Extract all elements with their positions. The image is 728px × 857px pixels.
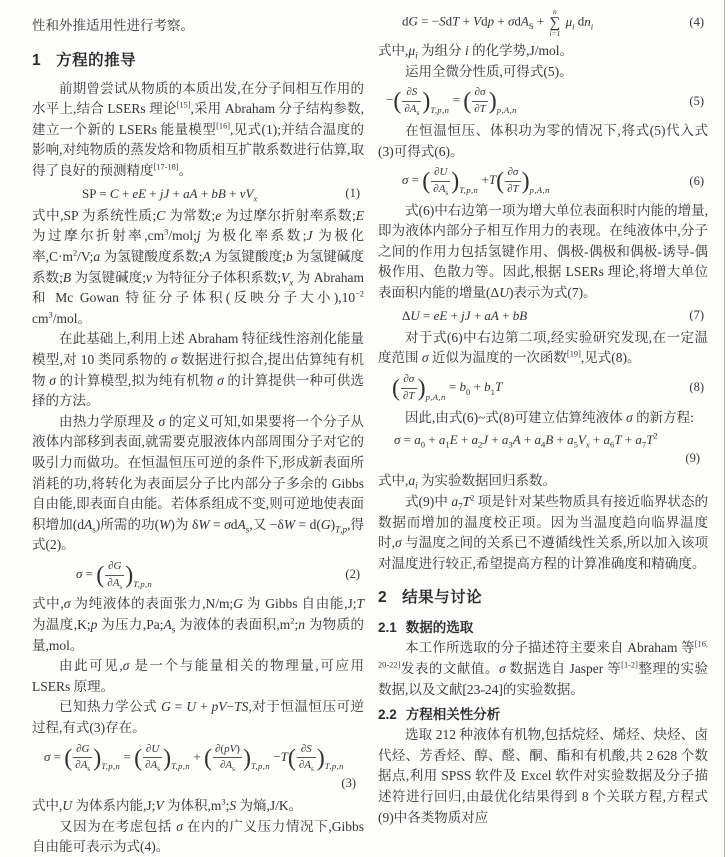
paragraph: 在恒温恒压、体积功为零的情况下,将式(5)代入式(3)可得式(6)。 <box>378 122 708 159</box>
equation-number: (7) <box>689 307 704 322</box>
paragraph: 因此,由式(6)~式(8)可建立估算纯液体 σ 的新方程: <box>405 409 694 425</box>
heading-title: 结果与讨论 <box>402 589 483 607</box>
paragraph: 又因为在考虑包括 σ 在内的广义压力情况下,Gibbs 自由能可表示为式(4)。 <box>32 818 364 855</box>
equation <box>32 743 364 793</box>
equation-row <box>378 308 708 324</box>
equation-number-line <box>378 449 704 467</box>
paragraph: 式中,U 为体系内能,J;V 为体积$,m^3;S$ 为熵,J/K。 <box>32 797 303 814</box>
equation-row <box>378 373 708 404</box>
paragraph: 在此基础上,利用上述 Abraham 特征线性溶剂化能量模型,对 10 类同系物的 σ 数据进行拟合,提出估算纯有机物 σ 的计算模型,拟为纯有机物 σ 的计算提供一种可供选择的方法。 <box>32 331 365 409</box>
heading-number: 1 <box>32 51 42 69</box>
section-heading <box>32 48 364 70</box>
equation <box>32 560 364 591</box>
heading-title: 数据的选取 <box>405 620 474 636</box>
equation <box>378 8 708 37</box>
heading-title: 方程相关性分析 <box>405 707 501 723</box>
equation-row <box>378 86 708 117</box>
paragraph: 式(6)中右边第一项为增大单位表面积时内能的增量,即为液体内部分子相互作用力的表现。在纯液体中,分子之间的作用力包括氢键作用、偶极-偶极和偶极-诱导-偶极作用、色散力等。因此,根据 LSERs 理论,将增大单位表面积内能的增量(ΔU)表示为式(7)。 <box>378 202 708 300</box>
equation-number: (2) <box>345 567 360 582</box>
paragraph: 本工作所选取的分子描述符主要来自 Abraham 等[16, 20-22]发表的文献值。σ 数据选自 Jasper 等[1-2]整理的实验数据,以及文献[23-24]的实验数据。 <box>378 639 708 697</box>
page-edge-line <box>724 0 725 857</box>
paragraph: 式中,SP 为系统性质;C 为常数;e 为过摩尔折射率系数;E 为过摩尔折射率$,cm^3/mol;j$ 为极化率系数;J 为极化率$,C\cdot m^2/V;a$ 为氢键酸度系数;A 为氢键酸度;b 为氢键碱度系数;B 为氢键碱度;v 为特征分子体积系数$;V_x$ 为 Abraham 和 Mc Gowan 特征分子体积(反映分子大小)$,10^{-2}$ $cm^3$/mol。 <box>32 207 364 326</box>
paragraph: 式中,σ 为纯液体的表面张力,N/m;G 为 Gibbs 自由能,J;T 为温度,K;p 为压力$,Pa;A_s$ 为液体的表面积$,m^2;n$ 为物质的量,mol。 <box>32 596 364 653</box>
equation <box>378 432 708 467</box>
equation-number: (4) <box>689 14 704 29</box>
left-column <box>32 16 364 857</box>
equation <box>378 308 708 324</box>
equation-number-line <box>32 774 360 792</box>
equation-body: SP = C + eE + jJ + aA + bB + $vV_x$ <box>82 185 258 204</box>
equation-row <box>378 166 708 197</box>
paragraph: 式中$,\mu_i$ 为组分 i 的化学势,J/mol。 <box>378 43 573 61</box>
equation <box>378 373 708 404</box>
equation-body: ΔU = eE + jJ + aA + bB <box>402 307 528 323</box>
right-column <box>378 4 708 828</box>
paragraph: 性和外推适用性进行考察。 <box>32 18 194 33</box>
equation-body: σ = ( $\frac{\partial U}{\partial A_s}$ )$_{T,p,n} +T$( $\frac{\partial\sigma}{\partial T}$ )$_{p,A,n}$ <box>402 166 550 198</box>
equation-body: dG = −SdT + Vdp + σdA$_S$ + n ∑ i=1 $\mu_i$ $dn_i$ <box>402 7 594 38</box>
subsection-heading <box>378 616 708 636</box>
equation-body: −( $\frac{\partial S}{\partial A_s}$ )$_{T,p,n}$ = ( $\frac{\partial\sigma}{\partial T}$ )$_{p,A,n}$ <box>386 86 517 118</box>
heading-title: 方程的推导 <box>56 51 137 69</box>
paragraph: 由此可见,σ 是一个与能量相关的物理量,可应用 LSERs 原理。 <box>32 658 365 694</box>
paragraph: 式中$,a_i$ 为实验数据回归系数。 <box>378 473 557 492</box>
equation-number: (8) <box>689 380 704 395</box>
paragraph: 由热力学原理及 σ 的定义可知,如果要将一个分子从液体内部移到表面,就需要克服液体内部周围分子对它的吸引力而做功。在恒温恒压可逆的条件下,形成新表面所消耗的功,将转化为表面层分子比内部分子多余的 Gibbs 自由能,即表面自由能。若体系组成不变,则可逆地使表面积增加$(dA_s)$所需的功(W)为 δW = σdA$_s$,又 $-\delta W = d(G)_{T,p}$,得式(2)。 <box>32 413 365 553</box>
subsection-heading <box>378 703 708 723</box>
equation-row <box>32 186 364 202</box>
equation-row <box>378 432 708 448</box>
heading-number: 2 <box>378 589 388 607</box>
equation <box>378 166 708 197</box>
equation-number: (3) <box>341 776 356 791</box>
equation-body: ( $\frac{\partial\sigma}{\partial T}$ )$_{p,A,n} = b_0 + b_1T$ <box>392 373 503 402</box>
equation <box>378 86 708 117</box>
paragraph: 对于式(6)中右边第二项,经实验研究发现,在一定温度范围 σ 近似为温度的一次函数[19],见式(8)。 <box>378 329 708 366</box>
paragraph: 前期曾尝试从物质的本质出发,在分子间相互作用的水平上,结合 LSERs 理论[15],采用 Abraham 分子结构参数,建立一个新的 LSERs 能量模型[16],见式(1);并结合温度的影响,对纯物质的蒸发焓和物质相互扩散系数进行估算,取得了良好的预测精度[17-18]。 <box>32 80 364 178</box>
equation-number: (5) <box>689 93 704 108</box>
paragraph: 选取 212 种液体有机物,包括烷烃、烯烃、炔烃、卤代烃、芳香烃、醇、醛、酮、酯和有机酸,共 2 628 个数据点,利用 SPSS 软件及 Excel 软件对实验数据及分子描述符进行回归,由最优化结果得到 8 个关联方程,方程式(9)中各类物质对应 <box>378 727 708 825</box>
equation-body: σ = ( $\frac{\partial G}{\partial A_s}$ )$_{T,p,n}$ <box>76 559 153 591</box>
heading-number: 2.2 <box>378 707 397 723</box>
equation-body: $\sigma = a_0 + a_1E + a_2J + a_3A + a_4B + a_5V_x + a_6T + a_7T^2$ <box>394 430 658 450</box>
section-heading <box>378 585 708 607</box>
equation-number: (6) <box>689 173 704 188</box>
paragraph: 运用全微分性质,可得式(5)。 <box>405 63 573 79</box>
paragraph: 已知热力学公式 G = U + pV−TS,对于恒温恒压可逆过程,有式(3)存在。 <box>32 699 365 735</box>
equation-row <box>32 743 364 774</box>
equation-number: (1) <box>345 185 360 200</box>
equation-row <box>378 8 708 37</box>
equation <box>32 186 364 202</box>
equation-body: σ = ( $\frac{\partial G}{\partial A_s}$ )$_{T,p,n}$ = ( $\frac{\partial U}{\partial A_s}$ )$_{T,p,n}$ + ( $\frac{\partial(pV)}{\partial A_s}$ )$_{T,p,n} -T$( $\frac{\partial S}{\partial A_s}$ )$_{T,p,n}$ <box>44 742 344 774</box>
heading-number: 2.1 <box>378 620 397 636</box>
equation-row <box>32 560 364 591</box>
equation-number: (9) <box>685 451 700 466</box>
paragraph: 式(9)中 $a_7T^2$ 项是针对某些物质具有接近临界状态的数据而增加的温度校正项。因为当温度趋向临界温度时,σ 与温度之间的关系已不遵循线性关系,所以加入该项对温度进行较正,希望提高方程的计算准确度和精确度。 <box>378 493 709 571</box>
